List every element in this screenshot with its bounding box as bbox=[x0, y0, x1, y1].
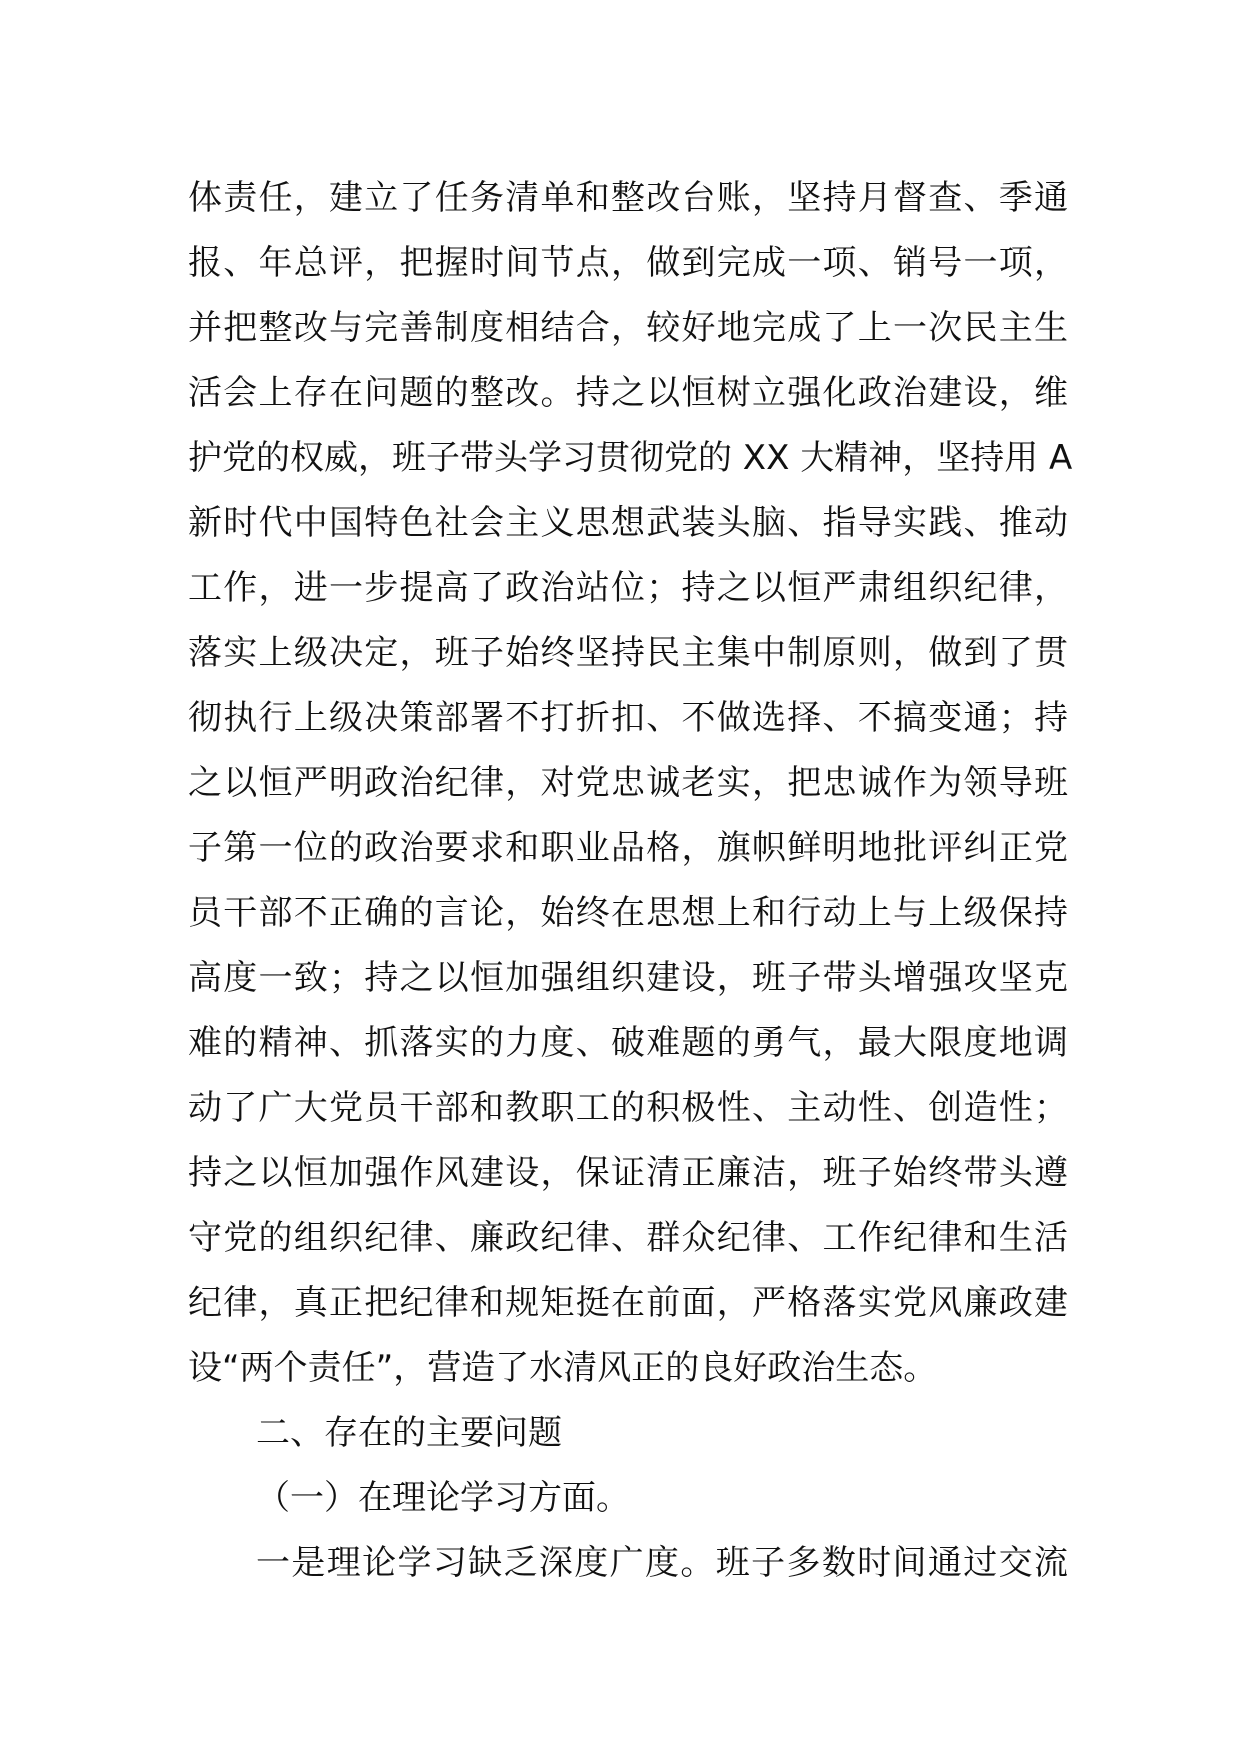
paragraph-line: 体责任，建立了任务清单和整改台账，坚持月督查、季通 bbox=[188, 178, 1068, 218]
paragraph-line: 一是理论学习缺乏深度广度。班子多数时间通过交流 bbox=[256, 1543, 1068, 1583]
paragraph-line: 守党的组织纪律、廉政纪律、群众纪律、工作纪律和生活 bbox=[188, 1218, 1068, 1258]
paragraph-line: 纪律，真正把纪律和规矩挺在前面，严格落实党风廉政建 bbox=[188, 1283, 1068, 1323]
paragraph-line: 持之以恒加强作风建设，保证清正廉洁，班子始终带头遵 bbox=[188, 1153, 1068, 1193]
subsection-heading: （一）在理论学习方面。 bbox=[256, 1478, 630, 1518]
paragraph-line: 并把整改与完善制度相结合，较好地完成了上一次民主生 bbox=[188, 308, 1068, 348]
paragraph-line: 设“两个责任”，营造了水清风正的良好政治生态。 bbox=[188, 1348, 938, 1388]
paragraph-line: 工作，进一步提高了政治站位；持之以恒严肃组织纪律， bbox=[188, 568, 1068, 608]
paragraph-line: 新时代中国特色社会主义思想武装头脑、指导实践、推动 bbox=[188, 503, 1068, 543]
paragraph-line: 动了广大党员干部和教职工的积极性、主动性、创造性； bbox=[188, 1088, 1068, 1128]
paragraph-line: 子第一位的政治要求和职业品格，旗帜鲜明地批评纠正党 bbox=[188, 828, 1068, 868]
paragraph-line: 难的精神、抓落实的力度、破难题的勇气，最大限度地调 bbox=[188, 1023, 1068, 1063]
paragraph-line: 护党的权威，班子带头学习贯彻党的 XX 大精神，坚持用 A bbox=[188, 438, 1073, 478]
paragraph-line: 彻执行上级决策部署不打折扣、不做选择、不搞变通；持 bbox=[188, 698, 1068, 738]
paragraph-line: 之以恒严明政治纪律，对党忠诚老实，把忠诚作为领导班 bbox=[188, 763, 1068, 803]
document-body bbox=[188, 166, 1073, 1596]
paragraph-line: 高度一致；持之以恒加强组织建设，班子带头增强攻坚克 bbox=[188, 958, 1068, 998]
section-heading: 二、存在的主要问题 bbox=[256, 1413, 562, 1453]
paragraph-line: 活会上存在问题的整改。持之以恒树立强化政治建设，维 bbox=[188, 373, 1068, 413]
paragraph-line: 落实上级决定，班子始终坚持民主集中制原则，做到了贯 bbox=[188, 633, 1068, 673]
paragraph-line: 报、年总评，把握时间节点，做到完成一项、销号一项， bbox=[188, 243, 1068, 283]
paragraph-line: 员干部不正确的言论，始终在思想上和行动上与上级保持 bbox=[188, 893, 1068, 933]
